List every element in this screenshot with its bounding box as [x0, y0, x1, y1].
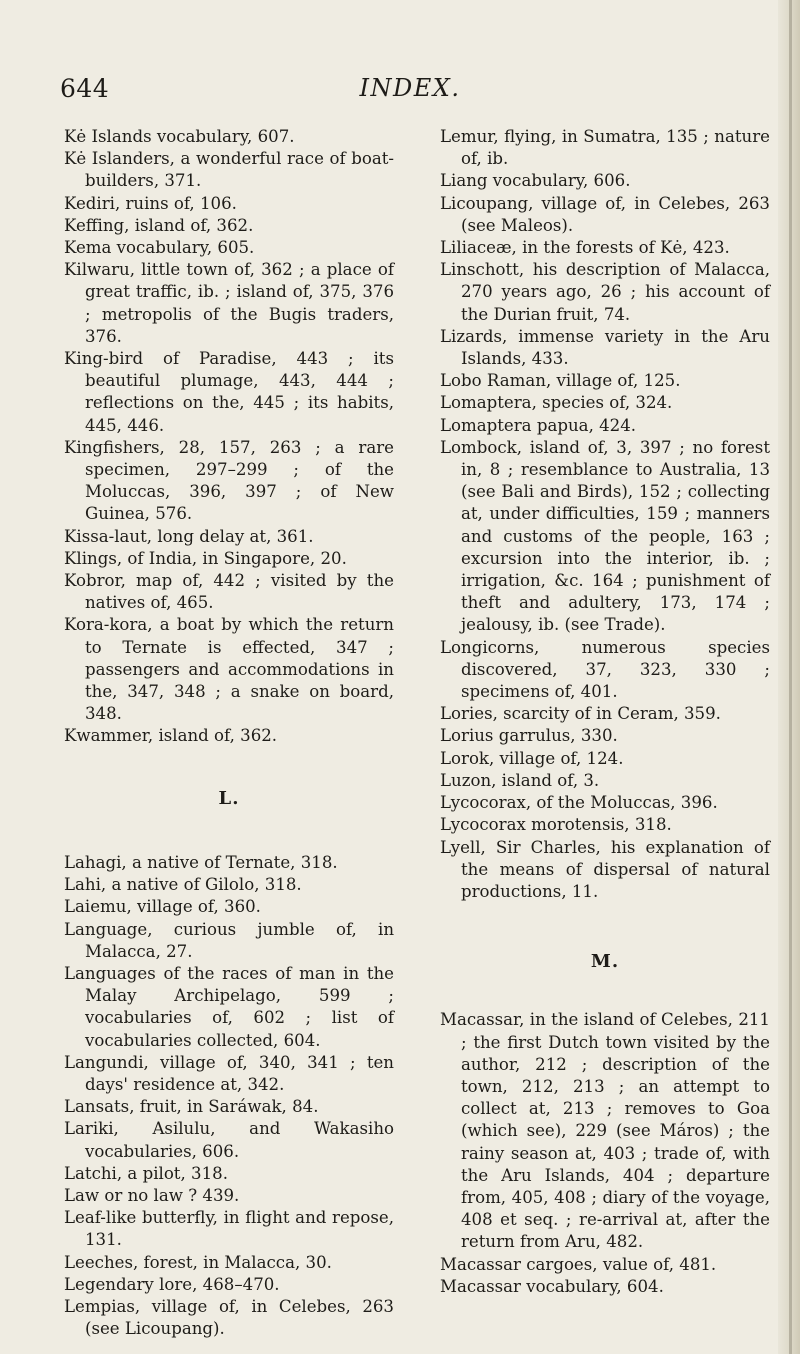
index-entry: Lempias, village of, in Celebes, 263 (see Licoupang).	[64, 1296, 394, 1339]
index-entry: Lahi, a native of Gilolo, 318.	[64, 875, 302, 895]
index-entry: Kwammer, island of, 362.	[64, 726, 278, 746]
index-entry: Langundi, village of, 340, 341 ; ten days' residence at, 342.	[64, 1052, 394, 1094]
section-heading-m: M.	[590, 951, 620, 973]
index-entry: Macassar cargoes, value of, 481.	[440, 1254, 717, 1274]
index-entry: Kema vocabulary, 605.	[64, 238, 255, 258]
section-heading-l: L.	[218, 787, 240, 809]
index-entry: Lorius garrulus, 330.	[440, 726, 618, 746]
page-number: 644	[60, 74, 110, 103]
index-entry: Law or no law ? 439.	[64, 1185, 240, 1205]
index-entry: Licoupang, village of, in Celebes, 263 (see Maleos).	[440, 193, 770, 235]
index-entry: Lahagi, a native of Ternate, 318.	[64, 852, 338, 872]
index-entry: Lyell, Sir Charles, his explanation of the means of dispersal of natural productions, 11.	[440, 837, 770, 901]
index-column-right	[440, 126, 770, 1298]
index-entry: Keffing, island of, 362.	[64, 215, 254, 235]
index-entry: Kissa-laut, long delay at, 361.	[64, 526, 314, 546]
index-column-left	[64, 126, 394, 1340]
index-entry: Linschott, his description of Malacca, 270 years ago, 26 ; his account of the Durian fruit, 74.	[440, 260, 770, 324]
index-entry: Kingfishers, 28, 157, 263 ; a rare specimen, 297–299 ; of the Moluccas, 396, 397 ; of New Guinea, 576.	[64, 437, 394, 524]
index-entry: Macassar vocabulary, 604.	[440, 1276, 664, 1296]
index-entry: Lansats, fruit, in Saráwak, 84.	[64, 1097, 319, 1117]
index-entry: Kilwaru, little town of, 362 ; a place of great traffic, ib. ; island of, 375, 376 ; metropolis of the Bugis traders, 376.	[64, 260, 394, 346]
index-entry: Lombock, island of, 3, 397 ; no forest in, 8 ; resemblance to Australia, 13 (see Bali and Birds), 152 ; collecting at, under difficulties, 159 ; manners and customs of the people, 163 ; excursion into the interior, ib. ; irrigation, &c. 164 ; punishment of theft and adultery, 173, 174 ; jealousy, ib. (see Trade).	[440, 437, 770, 635]
index-entry: Lories, scarcity of in Ceram, 359.	[440, 704, 721, 724]
index-entry: Lomaptera papua, 424.	[440, 415, 637, 435]
entries-l	[64, 852, 394, 1340]
entries-l-continued	[440, 126, 770, 903]
index-entry: Kė Islanders, a wonderful race of boat-builders, 371.	[64, 149, 394, 191]
entries-m	[440, 1009, 770, 1298]
index-entry: Longicorns, numerous species discovered, 37, 323, 330 ; specimens of, 401.	[440, 637, 770, 702]
index-entry: Liliaceæ, in the forests of Kė, 423.	[440, 238, 730, 258]
index-entry: Liang vocabulary, 606.	[440, 171, 631, 191]
index-entry: Lorok, village of, 124.	[440, 748, 624, 768]
running-title: INDEX.	[359, 74, 461, 102]
index-entry: Lobo Raman, village of, 125.	[440, 371, 681, 391]
index-entry: Lomaptera, species of, 324.	[440, 393, 673, 413]
index-entry: Kė Islands vocabulary, 607.	[64, 127, 295, 146]
index-entry: Klings, of India, in Singapore, 20.	[64, 548, 347, 568]
index-entry: Macassar, in the island of Celebes, 211 ; the first Dutch town visited by the author, 212 ; description of the town, 212, 213 ; an attempt to collect at, 213 ; removes to Goa (which see), 229 (see Máros) ; the rainy season at, 403 ; trade of, with the Aru Islands, 404 ; departure from, 405, 408 ; diary of the voyage, 408 et seq. ; re-arrival at, after the return from Aru, 482.	[440, 1010, 770, 1252]
index-entry: Lemur, flying, in Sumatra, 135 ; nature of, ib.	[440, 127, 770, 169]
page-edge-line	[789, 0, 792, 1354]
index-entry: King-bird of Paradise, 443 ; its beautiful plumage, 443, 444 ; reflections on the, 445 ; its habits, 445, 446.	[64, 349, 394, 435]
index-entry: Lariki, Asilulu, and Wakasiho vocabularies, 606.	[64, 1119, 394, 1161]
index-entry: Leaf-like butterfly, in flight and repose, 131.	[64, 1208, 394, 1250]
index-entry: Legendary lore, 468–470.	[64, 1274, 280, 1294]
index-entry: Leeches, forest, in Malacca, 30.	[64, 1252, 332, 1272]
index-entry: Kora-kora, a boat by which the return to Ternate is effected, 347 ; passengers and accommodations in the, 347, 348 ; a snake on board, 348.	[64, 615, 394, 724]
entries-k	[64, 126, 394, 748]
index-entry: Luzon, island of, 3.	[440, 770, 600, 790]
index-entry: Lycocorax morotensis, 318.	[440, 815, 672, 835]
index-entry: Language, curious jumble of, in Malacca, 27.	[64, 919, 394, 961]
index-entry: Languages of the races of man in the Malay Archipelago, 599 ; vocabularies of, 602 ; list of vocabularies collected, 604.	[64, 963, 394, 1050]
index-entry: Lycocorax, of the Moluccas, 396.	[440, 793, 718, 813]
index-entry: Laiemu, village of, 360.	[64, 897, 261, 917]
page-header	[60, 74, 760, 108]
index-entry: Lizards, immense variety in the Aru Islands, 433.	[440, 326, 770, 369]
index-entry: Kobror, map of, 442 ; visited by the natives of, 465.	[64, 571, 394, 613]
index-entry: Latchi, a pilot, 318.	[64, 1163, 228, 1183]
index-entry: Kediri, ruins of, 106.	[64, 193, 237, 213]
